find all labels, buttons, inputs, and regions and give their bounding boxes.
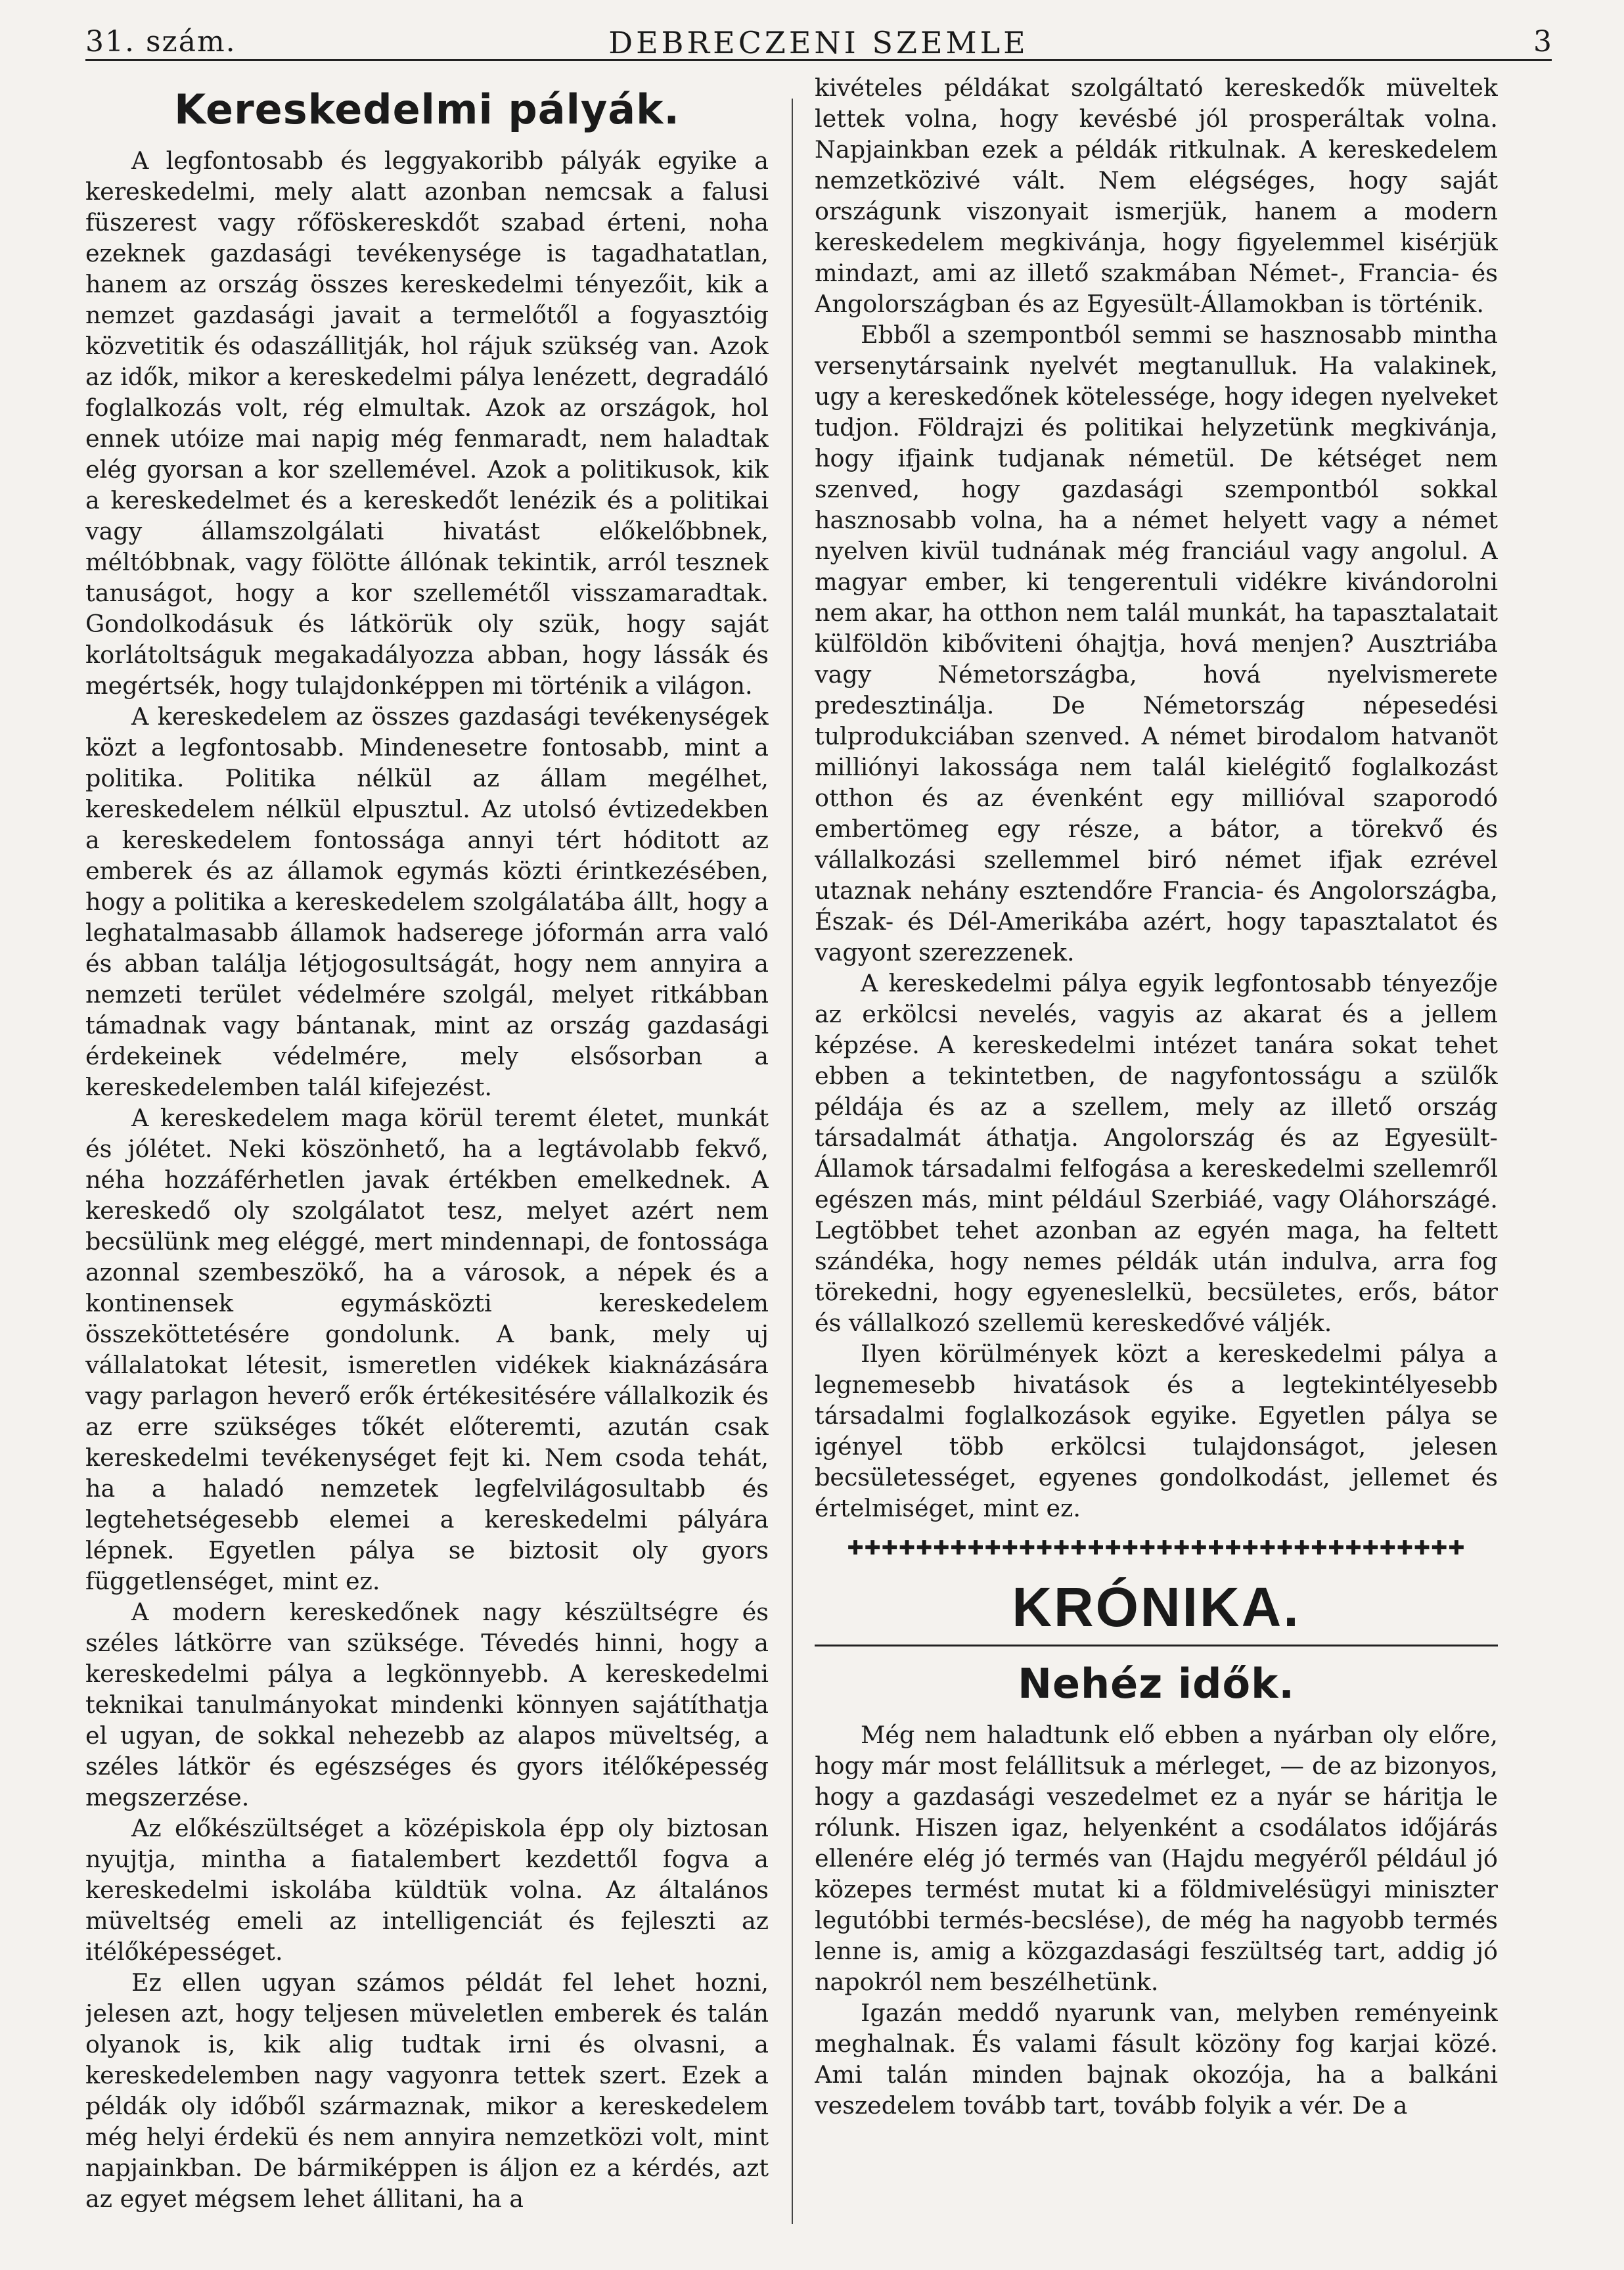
paragraph: A kereskedelem maga körül teremt életet, munkát és jólétet. Neki köszönhető, ha a legtávolabb fekvő, néha hozzáférhetlen javak értékben emelkednek. A kereskedő oly szolgálatot tesz, melyet azért nem becsülünk meg eléggé, mert mindennapi, de fontossága azonnal szembeszökő, ha a városok, a népek és a kontinensek egymásközti kereskedelem összeköttetésére gondolunk. A bank, mely uj vállalatokat létesit, ismeretlen vidékek kiaknázására vagy parlagon heverő erők értékesitésére vállalkozik és az erre szükséges tőkét előteremti, azután csak kereskedelmi tevékenységet fejt ki. Nem csoda tehát, ha a haladó nemzetek legfelvilágosultabb és legtehetségesebb elemei a kereskedelmi pályára lépnek. Egyetlen pálya se biztosit oly gyors függetlenséget, mint ez.	[85, 1104, 769, 1595]
column-divider	[792, 99, 793, 2224]
section-rule	[815, 1645, 1498, 1646]
paragraph: Ilyen körülmények közt a kereskedelmi pálya a legnemesebb hivatások és a legtekintélyesebb társadalmi foglalkozások egyike. Egyetlen pálya se igényel több erkölcsi tulajdonságot, jelesen becsületességet, egyenes gondolkodást, jellemet és értelmiséget, mint ez.	[815, 1340, 1498, 1522]
journal-title: DEBRECZENI SZEMLE	[608, 25, 1029, 60]
paragraph: A kereskedelem az összes gazdasági tevékenységek közt a legfontosabb. Mindenesetre fontosabb, mint a politika. Politika nélkül az állam megélhet, kereskedelem nélkül elpusztul. Az utolsó évtizedekben a kereskedelem fontossága annyi tért hóditott az emberek és az államok egymás közti érintkezésében, hogy a politika a kereskedelem szolgálatába állt, hogy a leghatalmasabb államok hadserege jóformán arra való és abban találja létjogosultságát, hogy nem annyira a nemzeti terület védelmére szolgál, melyet ritkábban támadnak vagy bántanak, mint az ország gazdasági érdekeinek védelmére, mely elsősorban a kereskedelemben talál kifejezést.	[85, 702, 769, 1101]
left-column	[85, 72, 769, 2244]
article-title: Kereskedelmi pályák.	[174, 85, 680, 133]
paragraph: A kereskedelmi pálya egyik legfontosabb tényezője az erkölcsi nevelés, vagyis az akarat és a jellem képzése. A kereskedelmi intézet tanára sokat tehet ebben a tekintetben, de nagyfontosságu a szülők példája és az a szellem, mely az illető ország társadalmát áthatja. Angolország és az Egyesült-Államok társadalmi felfogása a kereskedelmi szellemről egészen más, mint például Szerbiáé, vagy Oláhországé. Legtöbbet tehet azonban az egyén maga, ha feltett szándéka, hogy nemes példák után indulva, arra fog törekedni, hogy egyeneslelkü, becsületes, erős, bátor és vállalkozó szellemü kereskedővé váljék.	[815, 969, 1498, 1337]
paragraph: Ebből a szempontból semmi se hasznosabb mintha versenytársaink nyelvét megtanulluk. Ha valakinek, ugy a kereskedőnek kötelessége, hogy idegen nyelveket tudjon. Földrajzi és politikai helyzetünk megkivánja, hogy ifjaink tudjanak németül. De kétséget nem szenved, hogy gazdasági szempontból sokkal hasznosabb volna, ha a német helyett vagy a német nyelven kivül tudnának még franciául vagy angolul. A magyar ember, ki tengerentuli vidékre kivándorolni nem akar, ha otthon nem talál munkát, ha tapasztalatait külföldön kibőviteni óhajtja, hová menjen? Ausztriába vagy Németországba, hová nyelvismerete predesztinálja. De Németország népesedési tulprodukciában szenved. A német birodalom hatvanöt milliónyi lakossága nem talál kielégitő foglalkozást otthon és az évenként egy millióval szaporodó embertömeg egy része, a bátor, a törekvő és vállalkozási szellemmel biró német ifjak ezrével utaznak nehány esztendőre Francia- és Angolországba, Észak- és Dél-Amerikába azért, hogy tapasztalatot és vagyont szerezzenek.	[815, 321, 1498, 966]
paragraph: A modern kereskedőnek nagy készültségre és széles látkörre van szüksége. Tévedés hinni, hogy a kereskedelmi pálya a legkönnyebb. A kereskedelmi teknikai tanulmányokat mindenki könnyen sajátíthatja el ugyan, de sokkal nehezebb az alapos müveltség, a széles látkör és egészséges és gyors itélőképesség megszerzése.	[85, 1598, 769, 1811]
issue-number: 31. szám.	[85, 25, 237, 58]
page-header	[85, 20, 1552, 61]
ornamental-separator: ✚✚✚✚✚✚✚✚✚✚✚✚✚✚✚✚✚✚✚✚✚✚✚✚✚✚✚✚✚✚✚✚✚✚✚✚	[847, 1537, 1466, 1560]
paragraph-continued: kivételes példákat szolgáltató kereskedők müveltek lettek volna, hogy kevésbé jól prosperáltak volna. Napjainkban ezek a példák ritkulnak. A kereskedelem nemzetközivé vált. Nem elégséges, hogy saját országunk viszonyait ismerjük, hanem a modern kereskedelem megkivánja, hogy figyelemmel kisérjük mindazt, ami az illető szakmában Német-, Francia- és Angolországban és az Egyesült-Államokban is történik.	[815, 74, 1498, 318]
section-heading: KRÓNIKA.	[1012, 1576, 1301, 1638]
columns	[85, 72, 1552, 2244]
paragraph: Az előkészültséget a középiskola épp oly biztosan nyujtja, mintha a fiatalembert kezdettől fogva a kereskedelmi iskolába küldtük volna. Az általános müveltség emeli az intelligenciát és fejleszti az itélőképességet.	[85, 1814, 769, 1966]
paragraph: Igazán meddő nyarunk van, melyben reményeink meghalnak. És valami fásult közöny fog karjai közé. Ami talán minden bajnak okozója, ha a balkáni veszedelem tovább tart, tovább folyik a vér. De a	[815, 1999, 1498, 2120]
paragraph: Ez ellen ugyan számos példát fel lehet hozni, jelesen azt, hogy teljesen müveletlen emberek és talán olyanok is, kik alig tudtak irni és olvasni, a kereskedelemben nagy vagyonra tettek szert. Ezek a példák oly időből származnak, mikor a kereskedelem még helyi érdekü és nem annyira nemzetközi volt, mint napjainkban. De bármiképpen is áljon ez a kérdés, azt az egyet mégsem lehet állitani, ha a	[85, 1968, 769, 2213]
paragraph: A legfontosabb és leggyakoribb pályák egyike a kereskedelmi, mely alatt azonban nemcsak a falusi füszerest vagy rőföskereskdőt szabad érteni, noha ezeknek gazdasági tevékenysége is tagadhatatlan, hanem az ország összes kereskedelmi tényezőit, kik a nemzet gazdasági javait a termelőtől a fogyasztóig közvetitik és odaszállitják, hol rájuk szükség van. Azok az idők, mikor a kereskedelmi pálya lenézett, degradáló foglalkozás volt, rég elmultak. Azok az országok, hol ennek utóize mai napig még fenmaradt, nem haladtak elég gyorsan a kor szellemével. Azok a politikusok, kik a kereskedelmet és a kereskedőt lenézik és a politikai vagy államszolgálati hivatást előkelőbbnek, méltóbbnak, vagy fölötte állónak tekintik, arról tesznek tanuságot, hogy a kor szellemétől visszamaradtak. Gondolkodásuk és látkörük oly szük, hogy saját korlátoltságuk megakadályozza abban, hogy lássák és megértsék, hogy tulajdonképpen mi történik a világon.	[85, 147, 769, 700]
article-title: Nehéz idők.	[1018, 1660, 1295, 1708]
paragraph: Még nem haladtunk elő ebben a nyárban oly előre, hogy már most felállitsuk a mérleget, — de az bizonyos, hogy a gazdasági veszedelmet ez a nyár se háritja le rólunk. Hiszen igaz, helyenként a csodálatos időjárás ellenére elég jó termés van (Hajdu megyéről például jó közepes termést mutat ki a földmivelésügyi miniszter legutóbbi termés-becslése), de még ha nagyobb termés lenne is, amig a közgazdasági feszültség tart, addig jó napokról nem beszélhetünk.	[815, 1721, 1498, 1996]
right-column	[815, 72, 1498, 2244]
page-number: 3	[1533, 25, 1552, 58]
